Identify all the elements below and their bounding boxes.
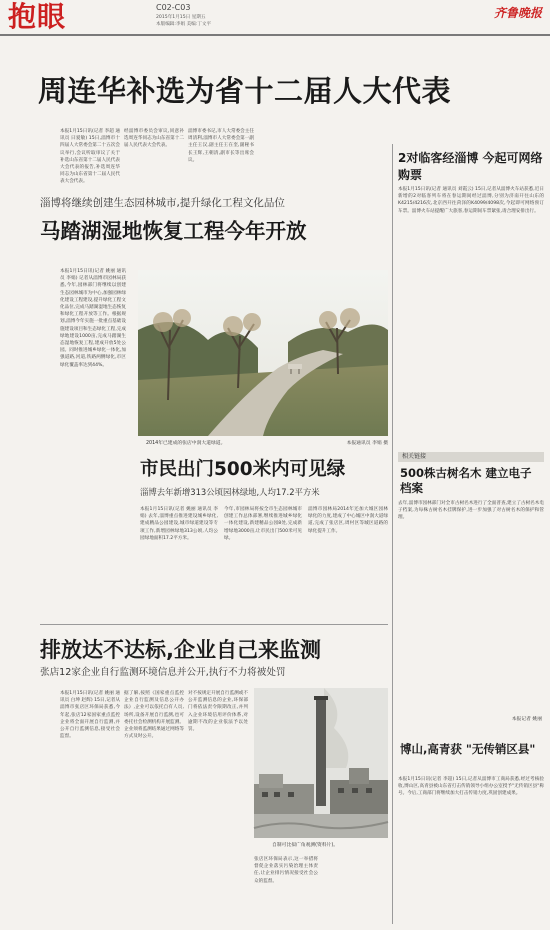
greenway-photo-caption: 2014年已建成的张店中润大道绿道。	[146, 441, 226, 446]
sewage-body-col5	[324, 856, 388, 926]
sewage-deck: 张店12家企业自行监测环境信息并公开,执行不力将被处罚	[40, 667, 286, 678]
right-top-headline: 2对临客经淄博 今起可网络购票	[398, 151, 543, 182]
lead-body-col2: 经淄博市委员会审议,同意补选周连华同志为山东省第十二届人民代表大会代表。	[124, 129, 184, 149]
green-sub-headline: 市民出门500米内可见绿	[140, 459, 346, 480]
greenway-photo	[138, 270, 388, 436]
paper-logo: 齐鲁晚报	[493, 6, 542, 20]
sidebar-headline1: 500株古树名木 建立电子档案	[400, 466, 532, 495]
sidebar-headline2: 博山,高青获 "无传销区县"	[400, 742, 536, 756]
sidebar-body2: 本报1月15日讯(记者 李超) 15日,记者从淄博市工商局获悉,经过考核验收,博山区,高青县被山东省打击传销领导小组办公室授予"无传销区县"称号。今后,工商部门将继续加大打击传销力度,巩固创建成果。	[398, 777, 544, 797]
sewage-body-col2: 据了解,按照《国家重点监控企业自行监测及信息公开办法》,企业可以依托自有人员,场所,设备开展自行监测,也可委托社会检测机构开展监测。企业须将监测结果通过网络等方式及时公开。	[124, 691, 184, 740]
smokestack-photo-caption: 自制可比拟广角观测(资料片)。	[272, 843, 339, 848]
lead-body-col4	[258, 128, 322, 178]
sidebar-label: 相关链接	[402, 453, 427, 460]
wetland-headline: 马踏湖湿地恢复工程今年开放	[40, 219, 307, 243]
sewage-body-col4: 张店区环保局表示,这一举措将督促企业落实污染治理主体责任,让企业排污情况接受社会公众的监督。	[254, 857, 318, 884]
sidebar-label-bar	[398, 452, 544, 462]
wetland-deck: 淄博将继续创建生态园林城市,提升绿化工程文化品位	[40, 197, 285, 209]
sewage-body-col1: 本报1月15日讯(记者 姚丽 通讯员 白坤 赵辉) 15日,记者从淄博市张店区环保局获悉,今年起,张店12家国家重点监控企业将全面开展自行监测,并公开自行监测信息,接受社会监督。	[60, 691, 120, 740]
lead-body-col1: 本报1月15日讯(记者 李超 通讯员 曰爱敏) 15日,淄博市十四届人大常委会第二十五次会议举行,会议听取审议了关于补选山东省第十二届人民代表大会代表的报告,补选周连华同志为山东省第十二届人民代表大会代表。	[60, 129, 120, 185]
page-code: C02-C03	[156, 3, 191, 12]
editor-line: 本版编辑:李娟 美编:丁文平	[156, 22, 212, 27]
sewage-body-col3: 对不按规定开展自行监测或不公开监测信息的企业,环保部门将依法责令限期改正,并列入企业环境信用评价体系,对逾期不改的企业依法予以处罚。	[188, 691, 248, 733]
greenway-photo-credit: 本报通讯员 李娟 摄	[346, 441, 388, 446]
sewage-headline: 排放达不达标,企业自己来监测	[40, 638, 321, 662]
sidebar-body1: 去年,淄博市园林部门对全市古树名木进行了全面普查,建立了古树名木电子档案,为每株古树名木挂牌保护,进一步加强了对古树名木的保护和管理。	[398, 501, 544, 521]
section-divider	[40, 624, 388, 625]
green-sub-body-col3: 淄博市园林局2014年还加大城区园林绿化的力度,建成了中心城区中润大道绿道,完成了张店区,周村区等城区道路的绿化提升工作。	[308, 507, 388, 534]
date-line: 2015年1月15日 星期五	[156, 15, 206, 20]
green-sub-body-col2: 今年,市园林局将按全市生态园林城市创建工作总体部署,继续推进城乡绿化一体化建设,新建精品公园8处,完成新增绿地3000亩,让市民出门500米可见绿。	[224, 507, 302, 541]
wetland-body: 本报1月15日讯(记者 姚丽 通讯员 李娟) 记者从淄博市园林局获悉,今年,园林部门将继续以创建生态园林城市为中心,加强园林绿化建设工程建设,提升绿化工程文化品位,完成马踏湖湿地生态恢复和绿化工程开放等工作。根据规划,淄博今年实施一批重点基础设施建设项目和生态绿化工程,完成绿地建设1000亩,完成马踏湖生态湿地恢复工程,建成开放5处公园。同时推进城乡绿化一体化,加强道路,河道,铁路两侧绿化,市区绿化覆盖率达到44%。	[60, 269, 126, 368]
right-top-body: 本报1月15日讯(记者 通讯员 刘霞云) 15日,记者从淄博火车站获悉,近日新增的2对临客列车将在春运期间经过淄博,分别为济南开往山东的K4215/4216次,北京西开往菏泽的K4099/4098次,今起即可网络预订车票。淄博火车站提醒广大旅客,春运期间车票紧张,请合理安排出行。	[398, 187, 544, 214]
smokestack-photo	[254, 688, 388, 838]
column-divider	[392, 144, 393, 924]
masthead	[0, 0, 550, 34]
section-name: 抱眼	[8, 0, 67, 33]
green-sub-deck: 淄博去年新增313公顷园林绿地,人均17.2平方米	[140, 487, 320, 497]
sidebar-credit1: 本报记者 姚丽	[511, 717, 542, 722]
lead-body-col5	[326, 128, 386, 178]
green-sub-body-col1: 本报1月15日讯(记者 姚丽 通讯员 李娟) 去年,淄博重点推进建设城乡绿化,建成精品公园建设,城市绿道建设等专项工作,新增园林绿地313公顷,人均公园绿地面积17.2平方米。	[140, 507, 218, 541]
masthead-divider	[0, 34, 550, 36]
lead-headline: 周连华补选为省十二届人大代表	[38, 74, 452, 108]
lead-body-col3: 淄博市委书记,市人大常委会主任周清利,淄博市人大常委会第一副主任王汉,副主任王在奎,副秘书长王辉,王朝清,副市长等出席会议。	[188, 129, 254, 163]
